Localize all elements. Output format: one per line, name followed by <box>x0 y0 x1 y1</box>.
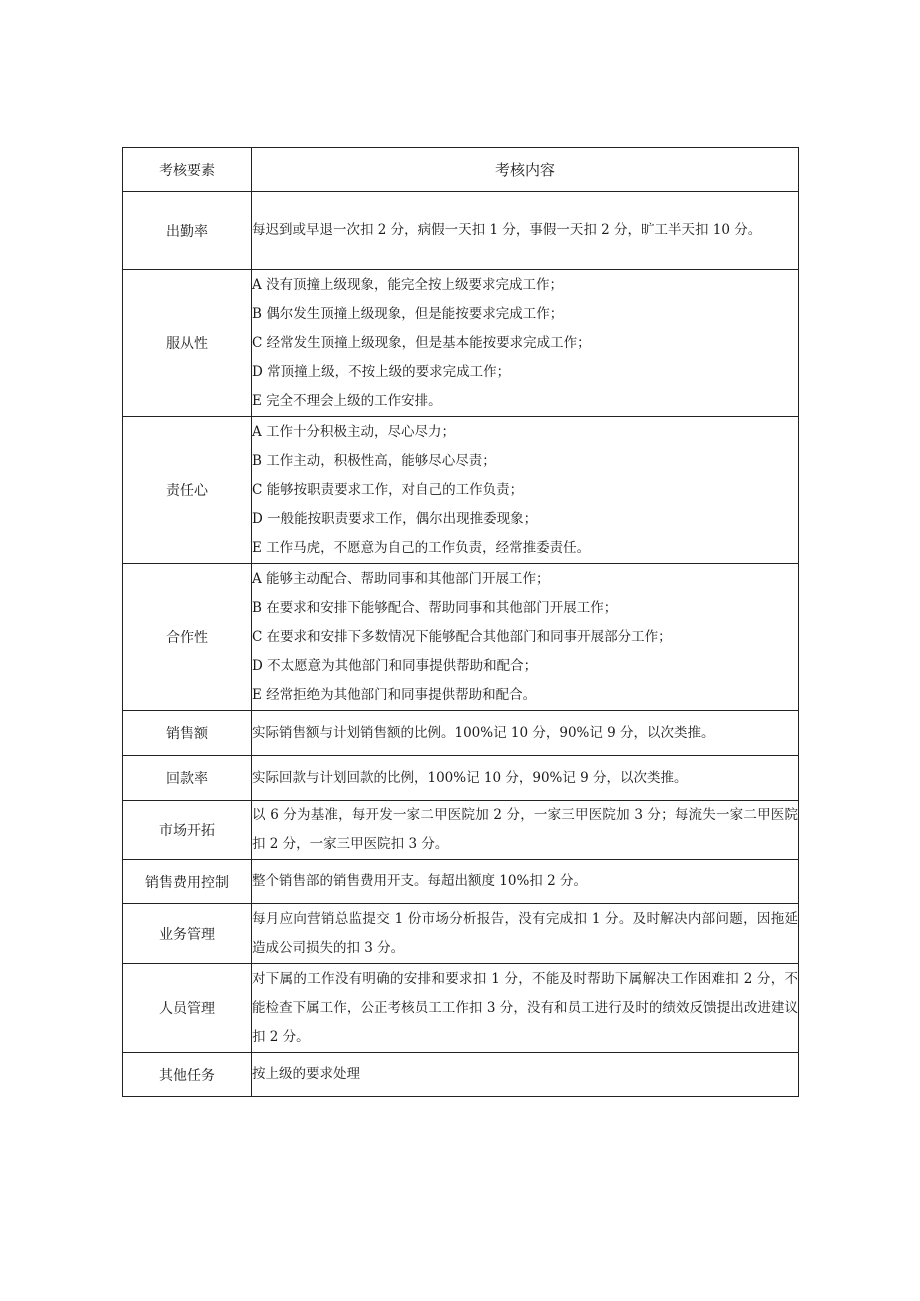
content-line: C 经常发生顶撞上级现象，但是基本能按要求完成工作； <box>252 334 591 351</box>
content-responsibility <box>252 417 799 564</box>
factor-market-expansion: 市场开拓 <box>123 801 252 860</box>
content-business-management <box>252 904 799 964</box>
table-row <box>123 192 799 270</box>
content-line: A 没有顶撞上级现象，能完全按上级要求完成工作； <box>252 276 564 293</box>
content-text: 每月应向营销总监提交 1 份市场分析报告，没有完成扣 1 分。及时解决内部问题，因拖延造成公司损失的扣 3 分。 <box>252 910 798 956</box>
table-row <box>123 904 799 964</box>
content-line: C 在要求和安排下多数情况下能够配合其他部门和同事开展部分工作； <box>252 628 672 645</box>
factor-responsibility: 责任心 <box>123 417 252 564</box>
content-text: 以 6 分为基准，每开发一家二甲医院加 2 分，一家三甲医院加 3 分；每流失一家二甲医院扣 2 分，一家三甲医院扣 3 分。 <box>252 807 798 852</box>
content-cost-control <box>252 860 799 904</box>
table-row <box>123 801 799 860</box>
content-line: B 偶尔发生顶撞上级现象，但是能按要求完成工作； <box>252 305 564 322</box>
content-line: D 不太愿意为其他部门和同事提供帮助和配合； <box>252 657 538 674</box>
header-row <box>123 148 799 192</box>
content-line: E 工作马虎，不愿意为自己的工作负责，经常推委责任。 <box>252 539 591 556</box>
content-line: 每迟到或早退一次扣 2 分，病假一天扣 1 分，事假一天扣 2 分，旷工半天扣 10 分。 <box>252 222 762 238</box>
factor-cost-control: 销售费用控制 <box>123 860 252 904</box>
content-sales <box>252 711 799 756</box>
table-row <box>123 964 799 1053</box>
table-row <box>123 711 799 756</box>
content-line: 实际回款与计划回款的比例，100%记 10 分，90%记 9 分，以次类推。 <box>252 769 688 786</box>
factor-personnel-management: 人员管理 <box>123 964 252 1053</box>
factor-business-management: 业务管理 <box>123 904 252 964</box>
content-line: B 工作主动，积极性高，能够尽心尽责； <box>252 452 496 469</box>
assessment-table <box>122 147 799 1097</box>
table-row <box>123 1053 799 1097</box>
table-row <box>123 756 799 801</box>
content-line: A 工作十分积极主动，尽心尽力； <box>252 423 456 440</box>
factor-attendance: 出勤率 <box>123 192 252 270</box>
factor-collection-rate: 回款率 <box>123 756 252 801</box>
content-line: E 完全不理会上级的工作安排。 <box>252 392 442 409</box>
table-row <box>123 417 799 564</box>
factor-other-tasks: 其他任务 <box>123 1053 252 1097</box>
factor-cooperation: 合作性 <box>123 564 252 711</box>
content-line: C 能够按职责要求工作，对自己的工作负责； <box>252 481 524 498</box>
content-obedience <box>252 270 799 417</box>
content-text: 对下属的工作没有明确的安排和要求扣 1 分，不能及时帮助下属解决工作困难扣 2 分，不能检查下属工作，公正考核员工工作扣 3 分，没有和员工进行及时的绩效反馈提出改进建议扣 2 分。 <box>252 970 798 1045</box>
content-attendance <box>252 192 799 270</box>
content-other-tasks <box>252 1053 799 1097</box>
content-line: 实际销售额与计划销售额的比例。100%记 10 分，90%记 9 分，以次类推。 <box>252 724 715 741</box>
content-line: 按上级的要求处理 <box>252 1066 360 1082</box>
content-line: A 能够主动配合、帮助同事和其他部门开展工作； <box>252 570 550 587</box>
header-factor: 考核要素 <box>123 148 252 192</box>
table-row <box>123 564 799 711</box>
content-line: B 在要求和安排下能够配合、帮助同事和其他部门开展工作； <box>252 599 618 616</box>
header-content: 考核内容 <box>252 148 799 192</box>
factor-sales: 销售额 <box>123 711 252 756</box>
content-line: E 经常拒绝为其他部门和同事提供帮助和配合。 <box>252 686 537 703</box>
content-cooperation <box>252 564 799 711</box>
content-line: D 一般能按职责要求工作，偶尔出现推委现象； <box>252 510 538 527</box>
table-row <box>123 860 799 904</box>
content-market-expansion <box>252 801 799 860</box>
content-collection-rate <box>252 756 799 801</box>
content-line: D 常顶撞上级，不按上级的要求完成工作； <box>252 363 511 380</box>
table-row <box>123 270 799 417</box>
factor-obedience: 服从性 <box>123 270 252 417</box>
content-line: 整个销售部的销售费用开支。每超出额度 10%扣 2 分。 <box>252 873 587 889</box>
content-personnel-management <box>252 964 799 1053</box>
